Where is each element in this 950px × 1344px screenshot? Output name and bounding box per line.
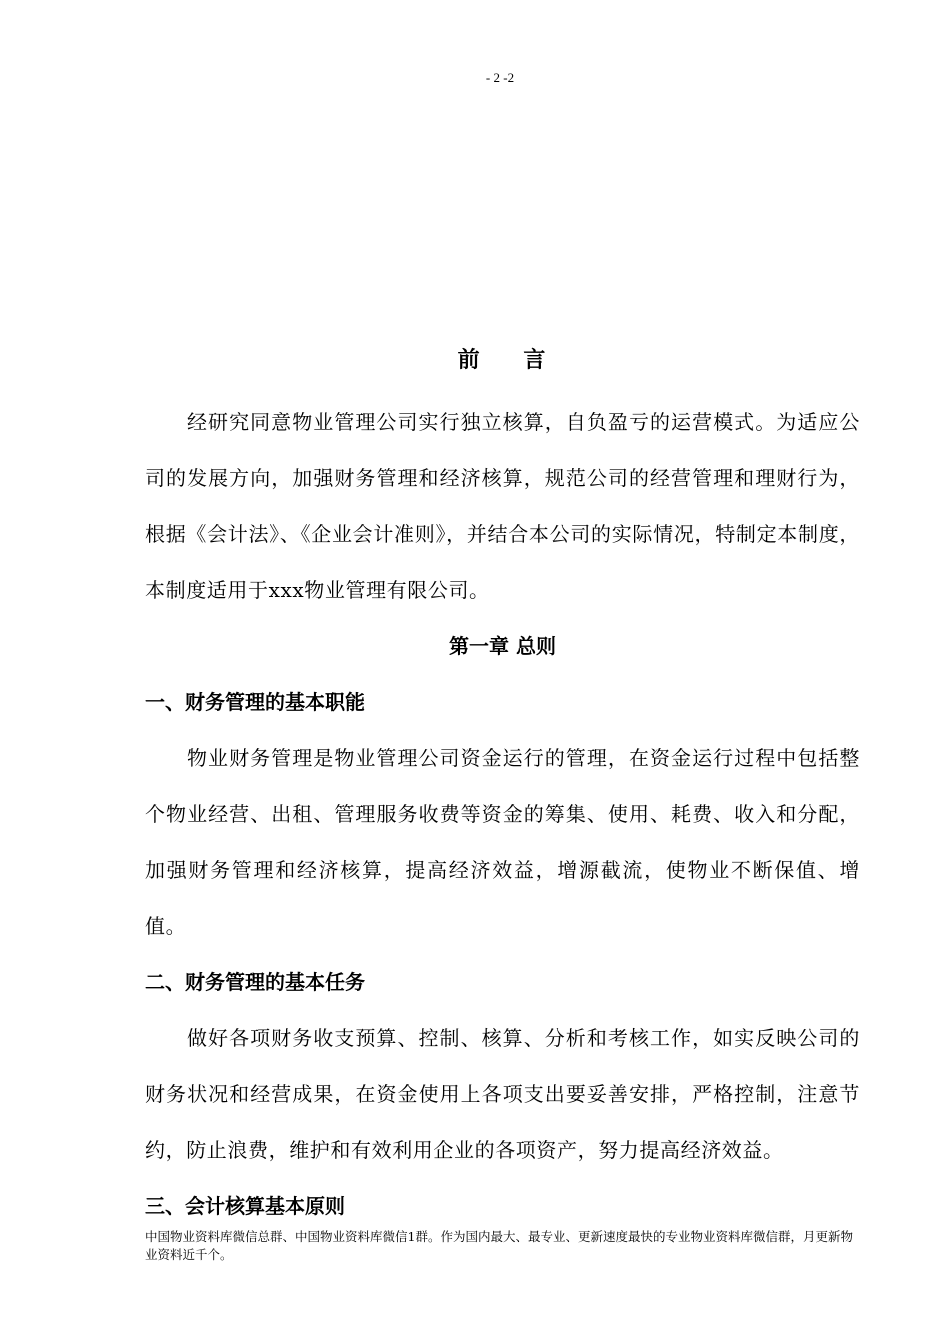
- section-heading-tasks: 二、财务管理的基本任务: [145, 970, 365, 994]
- footer-note: 中国物业资料库微信总群、中国物业资料库微信1群。作为国内最大、最专业、更新速度最快的专业物业资料库微信群，月更新物业资料近千个。: [145, 1229, 853, 1262]
- section-paragraph-functions: 物业财务管理是物业管理公司资金运行的管理，在资金运行过程中包括整个物业经营、出租、管理服务收费等资金的筹集、使用、耗费、收入和分配，加强财务管理和经济核算，提高经济效益，增源截流，使物业不断保值、增值。: [145, 746, 860, 938]
- preface-title: 前 言: [457, 347, 564, 373]
- section-heading-functions: 一、财务管理的基本职能: [145, 690, 365, 714]
- document-body: [145, 340, 860, 1234]
- preface-paragraph: 经研究同意物业管理公司实行独立核算，自负盈亏的运营模式。为适应公司的发展方向，加强财务管理和经济核算，规范公司的经营管理和理财行为，根据《会计法》、《企业会计准则》，并结合本公司的实际情况，特制定本制度，本制度适用于xxx物业管理有限公司。: [145, 410, 860, 602]
- page-number: - 2 -2: [485, 70, 515, 85]
- section-paragraph-tasks: 做好各项财务收支预算、控制、核算、分析和考核工作，如实反映公司的财务状况和经营成果，在资金使用上各项支出要妥善安排，严格控制，注意节约，防止浪费，维护和有效利用企业的各项资产，努力提高经济效益。: [145, 1026, 860, 1162]
- section-heading-principles: 三、会计核算基本原则: [145, 1194, 345, 1218]
- chapter-title: 第一章 总则: [449, 634, 556, 658]
